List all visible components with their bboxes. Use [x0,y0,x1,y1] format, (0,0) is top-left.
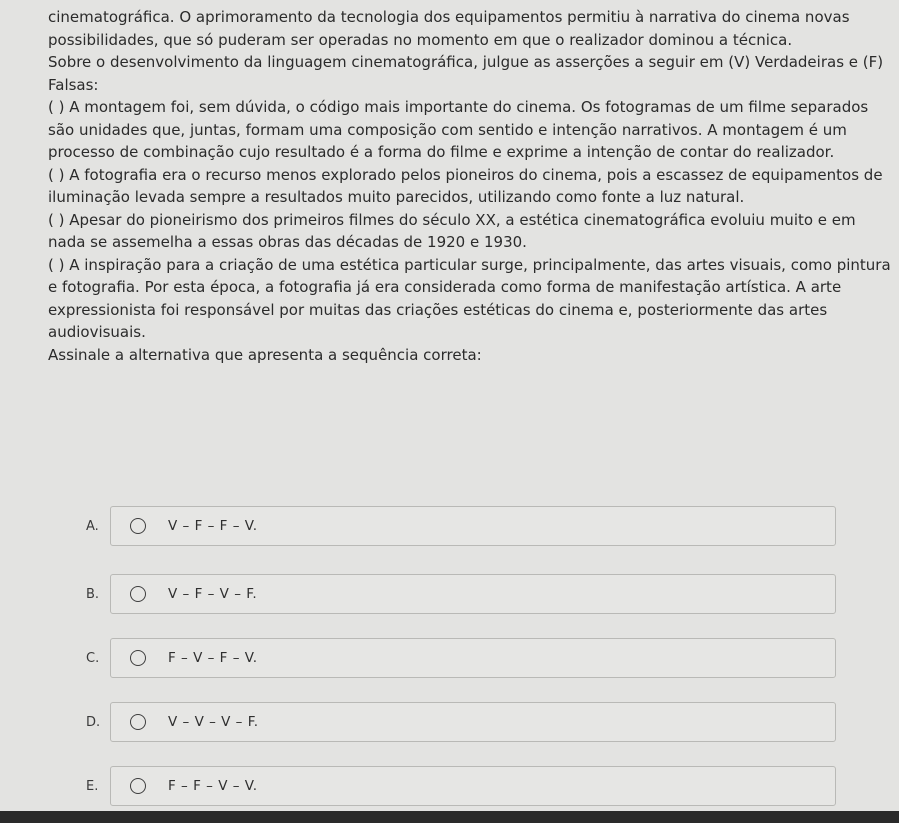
option-text: F – V – F – V. [168,650,258,666]
option-c[interactable] [86,638,836,678]
option-text: V – F – V – F. [168,586,258,602]
option-b[interactable] [86,574,836,614]
question-prompt: Assinale a alternativa que apresenta a sequência correta: [48,345,482,364]
question-instruction: Sobre o desenvolvimento da linguagem cinematográfica, julgue as asserções a seguir em (V) Verdadeiras e (F) Falsas: [48,53,884,94]
option-letter: B. [86,586,100,602]
option-letter: E. [86,778,99,794]
option-box[interactable] [110,702,836,742]
option-text: F – F – V – V. [168,778,258,794]
assertion-4: ( ) A inspiração para a criação de uma estética particular surge, principalmente, das artes visuais, como pintura e fotografia. Por esta época, a fotografia já era considerada como forma de manifestação artística. A arte expressionista foi responsável por muitas das criações estéticas do cinema e, posteriormente das artes audiovisuais. [48,255,891,341]
option-text: V – F – F – V. [168,518,258,534]
option-letter: D. [86,714,101,730]
option-letter: A. [86,518,99,534]
option-a[interactable] [86,506,836,546]
option-box[interactable] [110,506,836,546]
radio-circle-icon[interactable] [130,586,146,602]
option-box[interactable] [110,574,836,614]
option-letter: C. [86,650,100,666]
assertion-3: ( ) Apesar do pioneirismo dos primeiros filmes do século XX, a estética cinematográfica evoluiu muito e em nada se assemelha a essas obras das décadas de 1920 e 1930. [48,210,856,251]
option-box[interactable] [110,766,836,806]
option-e[interactable] [86,766,836,806]
question-intro: cinematográfica. O aprimoramento da tecnologia dos equipamentos permitiu à narrativa do cinema novas possibilidades, que só puderam ser operadas no momento em que o realizador dominou a técnica. [48,8,850,49]
assertion-2: ( ) A fotografia era o recurso menos explorado pelos pioneiros do cinema, pois a escassez de equipamentos de iluminação levada sempre a resultados muito parecidos, utilizando como fonte a luz natural. [48,165,883,206]
radio-circle-icon[interactable] [130,518,146,534]
bottom-edge [0,811,899,823]
radio-circle-icon[interactable] [130,714,146,730]
option-d[interactable] [86,702,836,742]
question-text [48,6,894,366]
option-box[interactable] [110,638,836,678]
option-text: V – V – V – F. [168,714,259,730]
radio-circle-icon[interactable] [130,778,146,794]
radio-circle-icon[interactable] [130,650,146,666]
assertion-1: ( ) A montagem foi, sem dúvida, o código mais importante do cinema. Os fotogramas de um filme separados são unidades que, juntas, formam uma composição com sentido e intenção narrativos. A montagem é um processo de combinação cujo resultado é a forma do filme e exprime a intenção de contar do realizador. [48,98,869,161]
